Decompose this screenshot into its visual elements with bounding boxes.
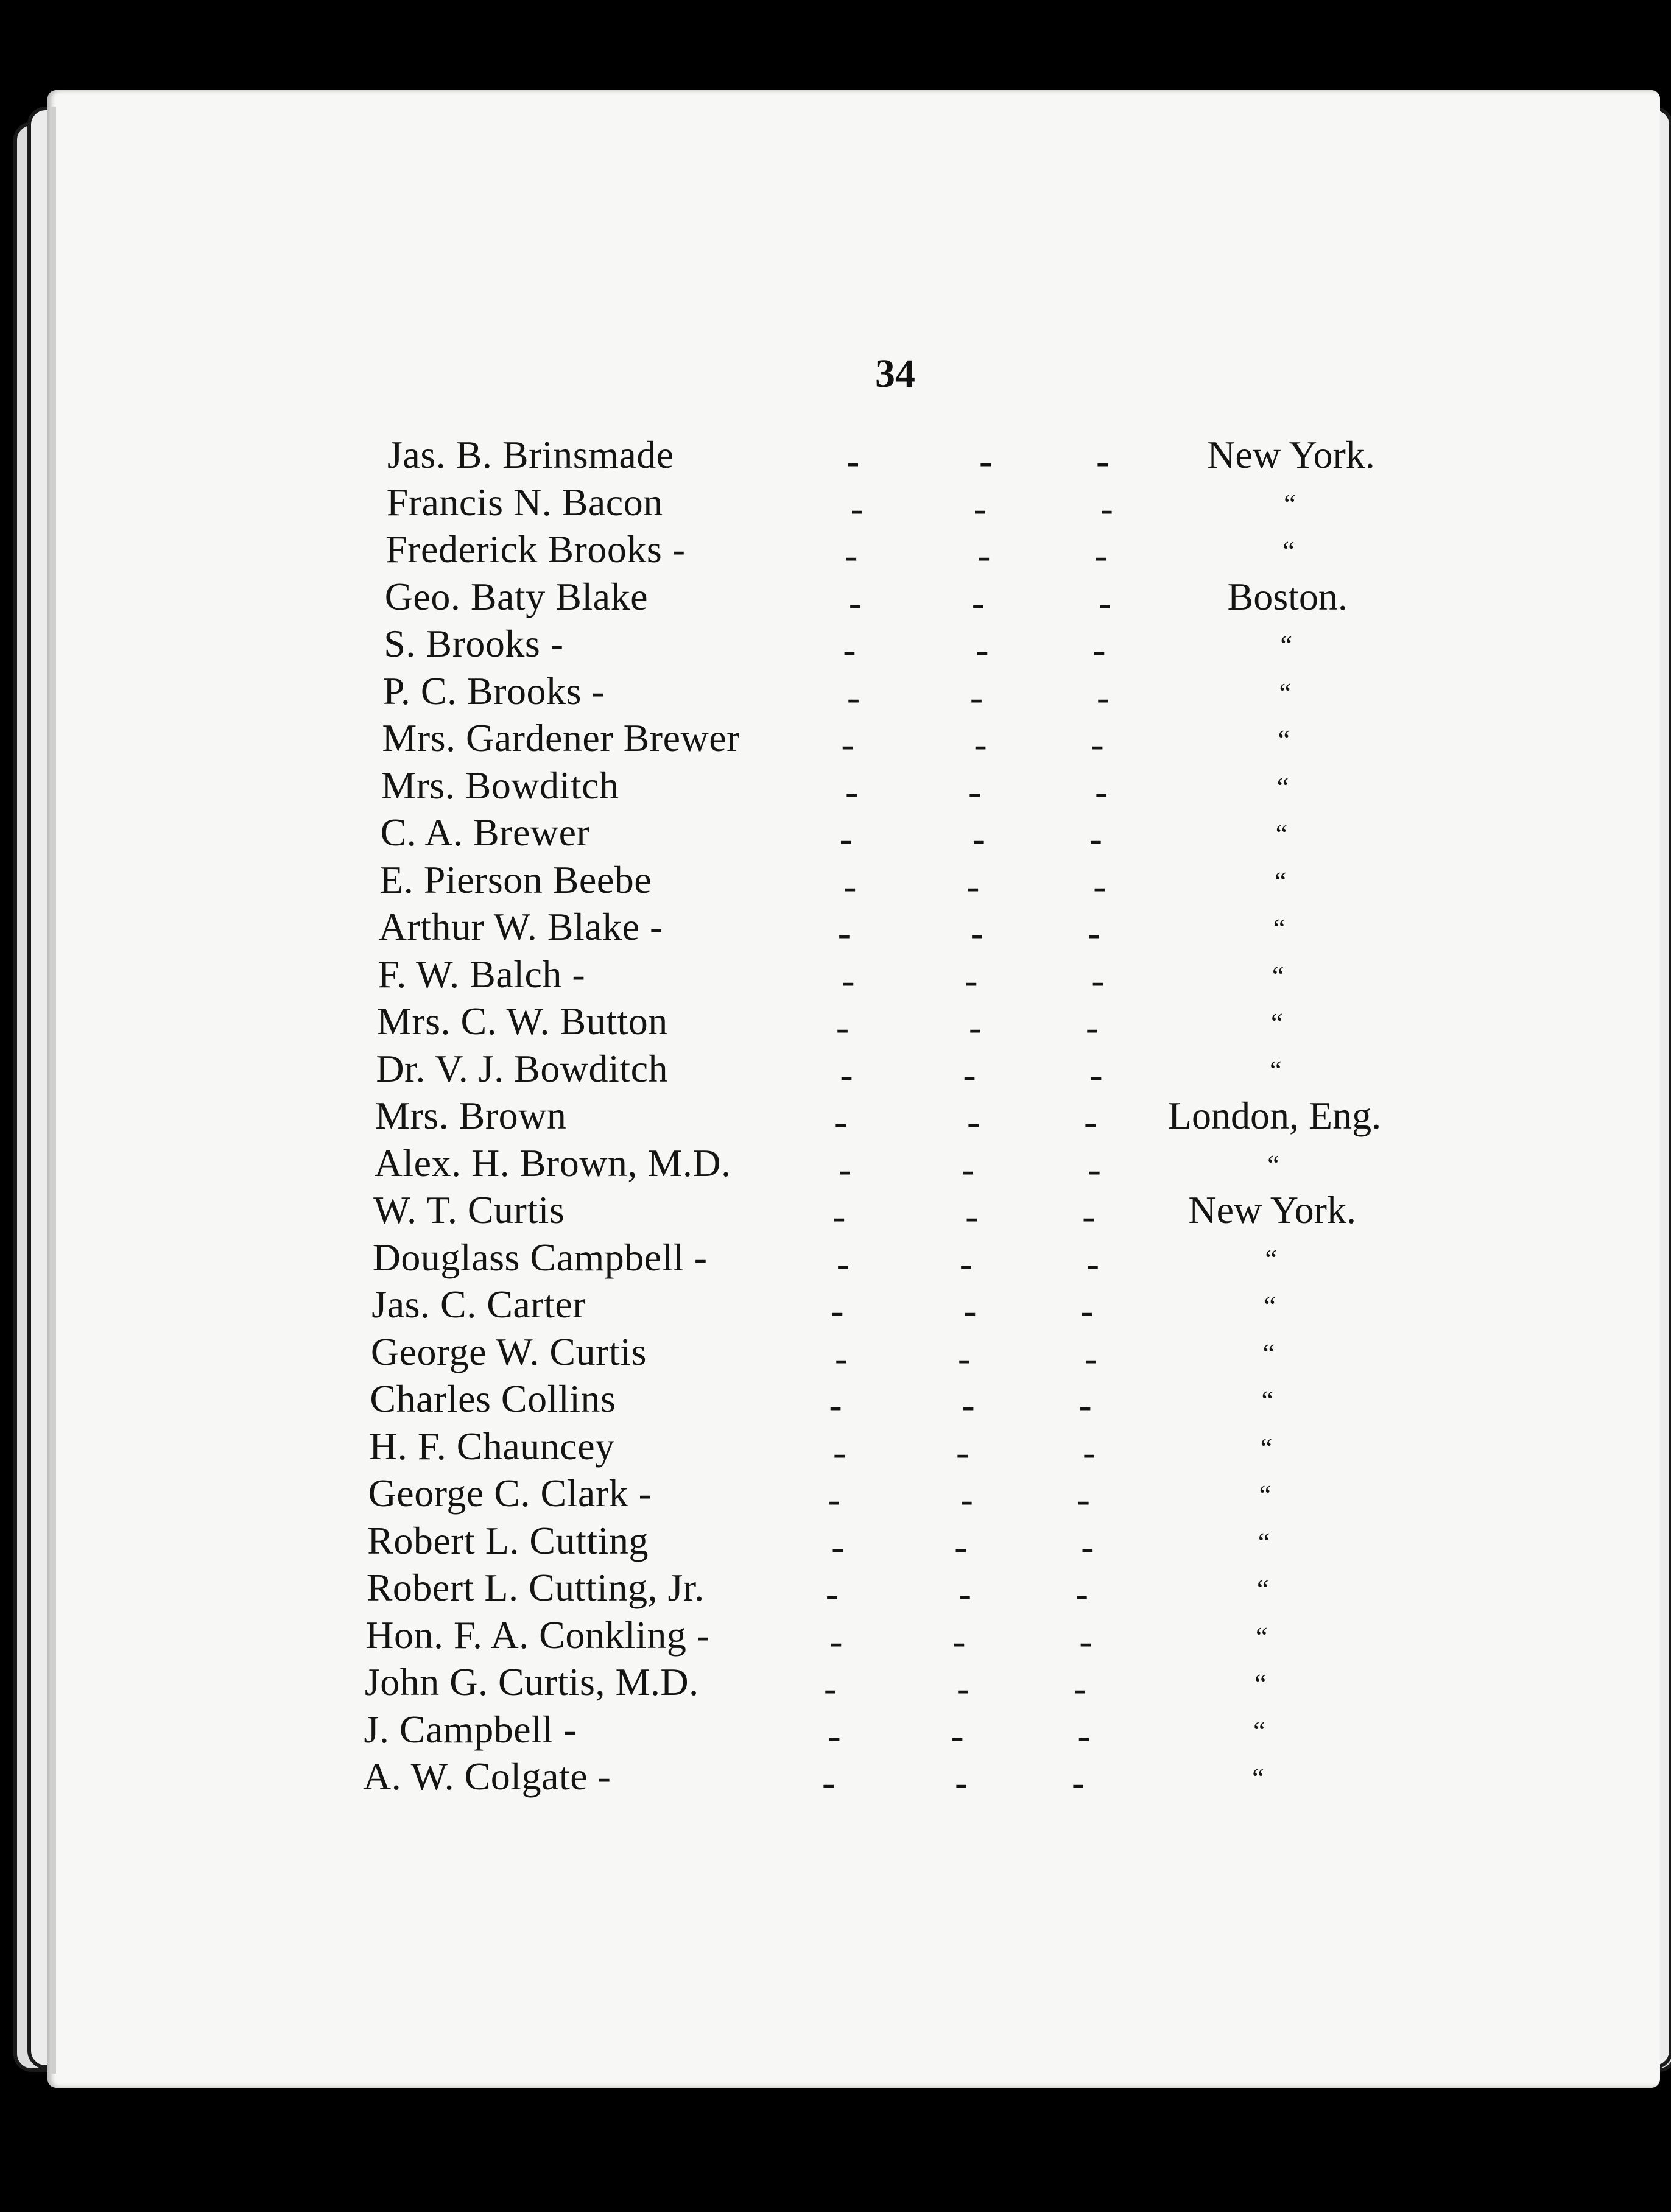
entry-name: Robert L. Cutting, Jr. [366, 1566, 705, 1609]
page-number: 34 [875, 351, 915, 396]
dot-leader: - [968, 769, 982, 813]
entry-place: London, Eng. [1167, 1094, 1382, 1137]
entry-name: Mrs. Bowditch [381, 763, 619, 807]
dot-leader: - [965, 958, 978, 1002]
dot-leader: - [829, 1619, 843, 1663]
dot-leader: - [1081, 1524, 1094, 1568]
dot-leader: - [836, 1241, 850, 1285]
dot-leader: - [832, 1194, 846, 1238]
list-item [0, 1613, 1671, 1663]
entry-name: W. T. Curtis [373, 1188, 565, 1231]
dot-leader: - [1075, 1572, 1089, 1615]
dot-leader: - [1091, 722, 1104, 766]
list-item [0, 904, 1671, 952]
entry-place: “ [1264, 1291, 1276, 1321]
entry-name: Charles Collins [370, 1377, 616, 1420]
entry-name: Robert L. Cutting [367, 1518, 649, 1562]
entry-place: “ [1254, 1669, 1267, 1699]
entry-name: Geo. Baty Blake [384, 574, 648, 618]
entry-place: “ [1280, 630, 1293, 660]
list-item [0, 1471, 1671, 1521]
dot-leader: - [955, 1761, 968, 1804]
dot-leader: - [965, 1194, 979, 1238]
entry-name: A. W. Colgate - [363, 1755, 611, 1798]
dot-leader: - [829, 1383, 842, 1426]
dot-leader: - [971, 580, 985, 624]
entry-place: “ [1256, 1621, 1268, 1652]
entry-name: Douglass Campbell - [372, 1235, 708, 1279]
entry-name: C. A. Brewer [380, 811, 590, 854]
dot-leader: - [966, 864, 980, 907]
dot-leader: - [958, 1572, 972, 1615]
dot-leader: - [969, 675, 983, 719]
dot-leader: - [845, 769, 859, 813]
dot-leader: - [842, 958, 855, 1002]
dot-leader: - [1087, 911, 1101, 954]
dot-leader: - [848, 580, 862, 624]
dot-leader: - [952, 1619, 966, 1663]
dot-leader: - [1085, 1006, 1099, 1049]
entry-place: “ [1282, 536, 1295, 566]
list-item [0, 480, 1671, 530]
dot-leader: - [839, 817, 853, 860]
entry-name: Mrs. Gardener Brewer [382, 716, 740, 759]
dot-leader: - [967, 1100, 980, 1143]
dot-leader: - [1095, 769, 1108, 813]
entry-name: Dr. V. J. Bowditch [376, 1046, 669, 1090]
entry-place: “ [1276, 772, 1289, 802]
dot-leader: - [837, 911, 851, 954]
dot-leader: - [1073, 1666, 1087, 1710]
entry-place: “ [1260, 1432, 1273, 1463]
entry-name: John G. Curtis, M.D. [364, 1660, 699, 1703]
entry-place: “ [1252, 1763, 1264, 1793]
entry-place: “ [1262, 1338, 1275, 1368]
entry-place: “ [1273, 914, 1286, 943]
dot-leader: - [960, 1478, 973, 1521]
dot-leader: - [974, 722, 987, 766]
entry-place: “ [1265, 1244, 1277, 1274]
entry-place: “ [1284, 488, 1296, 519]
entry-name: F. W. Balch - [378, 952, 586, 996]
dot-leader: - [957, 1336, 971, 1379]
entry-name: Hon. F. A. Conkling - [365, 1613, 710, 1657]
dot-leader: - [845, 534, 858, 577]
dot-leader: - [1084, 1100, 1097, 1143]
list-item [0, 1235, 1671, 1283]
dot-leader: - [961, 1147, 974, 1191]
dot-leader: - [1089, 817, 1102, 860]
dot-leader: - [951, 1713, 964, 1757]
dot-leader: - [838, 1147, 851, 1191]
dot-leader: - [1077, 1478, 1090, 1521]
dot-leader: - [956, 1666, 970, 1710]
dot-leader: - [1078, 1383, 1092, 1426]
entry-name: E. Pierson Beebe [379, 858, 652, 901]
dot-leader: - [1088, 1147, 1101, 1191]
dot-leader: - [1098, 580, 1112, 624]
dot-leader: - [954, 1524, 968, 1568]
list-item [0, 1188, 1671, 1238]
dot-leader: - [1093, 864, 1106, 907]
list-item [0, 1707, 1671, 1755]
entry-name: Mrs. C. W. Button [376, 999, 668, 1043]
list-item [0, 621, 1671, 669]
entry-name: George C. Clark - [368, 1471, 652, 1515]
list-item [0, 574, 1671, 622]
dot-leader: - [1084, 1336, 1098, 1379]
dot-leader: - [1092, 628, 1106, 671]
dot-leader: - [1080, 1289, 1094, 1332]
entry-place: “ [1253, 1716, 1265, 1746]
list-item [0, 1376, 1671, 1424]
dot-leader: - [963, 1289, 977, 1332]
dot-leader: - [1089, 1052, 1103, 1096]
entry-name: Francis N. Bacon [386, 480, 663, 524]
dot-leader: - [970, 911, 984, 954]
entry-place: “ [1267, 1149, 1279, 1180]
dot-leader: - [1077, 1713, 1091, 1757]
dot-leader: - [963, 1052, 976, 1096]
dot-leader: - [1100, 486, 1113, 530]
entry-place: New York. [1188, 1188, 1356, 1231]
dot-leader: - [822, 1761, 836, 1804]
dot-leader: - [959, 1241, 973, 1285]
dot-leader: - [843, 864, 857, 907]
list-item [0, 952, 1671, 1002]
dot-leader: - [956, 1430, 969, 1474]
list-item [0, 1660, 1671, 1710]
dot-leader: - [843, 628, 856, 671]
list-item [0, 858, 1671, 905]
list-item [0, 810, 1671, 858]
list-item [0, 669, 1671, 719]
dot-leader: - [976, 628, 989, 671]
dot-leader: - [1072, 1761, 1085, 1804]
dot-leader: - [1086, 1241, 1100, 1285]
dot-leader: - [834, 1100, 848, 1143]
list-item [0, 999, 1671, 1049]
dot-leader: - [825, 1572, 839, 1615]
dot-leader: - [823, 1666, 837, 1710]
dot-leader: - [846, 675, 860, 719]
entry-name: Frederick Brooks - [385, 527, 686, 571]
dot-leader: - [1096, 675, 1110, 719]
dot-leader: - [846, 439, 860, 482]
entry-place: “ [1256, 1574, 1269, 1604]
dot-leader: - [1096, 439, 1110, 482]
dot-leader: - [850, 486, 864, 530]
dot-leader: - [968, 1006, 982, 1049]
entry-place: “ [1259, 1480, 1272, 1510]
list-item [0, 1565, 1671, 1613]
entry-name: S. Brooks - [384, 622, 564, 665]
entry-name: Alex. H. Brown, M.D. [374, 1141, 731, 1185]
dot-leader: - [962, 1383, 975, 1426]
dot-leader: - [836, 1006, 850, 1049]
list-item [0, 1046, 1671, 1094]
list-item [0, 1093, 1671, 1141]
dot-leader: - [831, 1289, 844, 1332]
list-item [0, 1330, 1671, 1377]
dot-leader: - [973, 486, 987, 530]
dot-leader: - [1079, 1619, 1092, 1663]
entry-place: Boston. [1227, 574, 1348, 618]
list-item [0, 716, 1671, 766]
list-item [0, 432, 1671, 480]
list-item [0, 527, 1671, 577]
dot-leader: - [831, 1524, 845, 1568]
dot-leader: - [833, 1430, 846, 1474]
entry-name: P. C. Brooks - [382, 669, 605, 713]
entry-name: Jas. B. Brinsmade [387, 433, 674, 476]
dot-leader: - [827, 1478, 840, 1521]
entry-name: George W. Curtis [370, 1330, 647, 1373]
dot-leader: - [1083, 1430, 1096, 1474]
list-item [0, 1282, 1671, 1330]
list-item [0, 1424, 1671, 1474]
entry-name: Jas. C. Carter [371, 1283, 586, 1326]
dot-leader: - [841, 722, 854, 766]
entry-place: “ [1279, 677, 1292, 708]
entry-place: “ [1261, 1386, 1274, 1415]
list-item [0, 1518, 1671, 1566]
entry-place: “ [1258, 1527, 1270, 1557]
dot-leader: - [840, 1052, 853, 1096]
entry-name: Mrs. Brown [375, 1094, 567, 1137]
list-item [0, 763, 1671, 811]
entry-name: J. Campbell - [364, 1707, 577, 1751]
entry-place: “ [1270, 1055, 1282, 1085]
dot-leader: - [972, 817, 985, 860]
entry-name: Arthur W. Blake - [378, 905, 663, 948]
entry-place: “ [1274, 866, 1287, 896]
list-item [0, 1141, 1671, 1191]
entry-place: “ [1272, 960, 1284, 991]
entry-place: New York. [1207, 433, 1375, 476]
dot-leader: - [1082, 1194, 1096, 1238]
entry-name: H. F. Chauncey [369, 1424, 615, 1468]
dot-leader: - [977, 534, 991, 577]
dot-leader: - [828, 1713, 841, 1757]
dot-leader: - [1094, 534, 1108, 577]
entry-place: “ [1271, 1008, 1283, 1038]
dot-leader: - [979, 439, 993, 482]
dot-leader: - [834, 1336, 848, 1379]
dot-leader: - [1091, 958, 1105, 1002]
entry-place: “ [1278, 725, 1290, 755]
list-item [0, 1754, 1671, 1802]
entry-place: “ [1275, 819, 1288, 849]
